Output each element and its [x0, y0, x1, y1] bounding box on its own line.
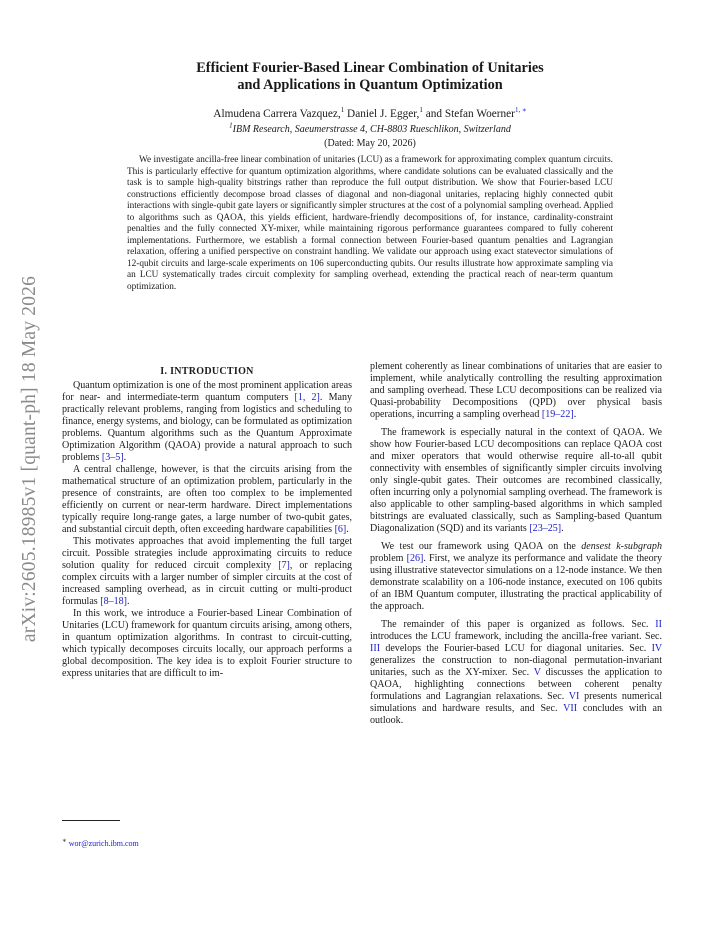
- text: plement coherently as linear combinations of unitaries that are easier to implement, while analytically controlling the resulting approximation and sampling overhead. These LCU decompositions can be realized via Quasi-probability Decompositions (QPD) over physical basis operations, incurring a sampling overhead: [370, 361, 662, 420]
- citation-link[interactable]: [8–18]: [100, 596, 128, 607]
- text: The framework is especially natural in the context of QAOA. We show how Fourier-based LCU decompositions can replace QAOA cost and mixer operators that would otherwise require all-to-all qubit connectivity with ensembles of significantly simpler circuits involving only single-qubit gates. Their outcomes are recombined classically, often incurring only a polynomial sampling overhead. The framework is also applicable to other sampling-based algorithms in which sampled bitstrings are evaluated classically, such as Sampling-based Quantum Diagonalization (SQD) and its variants: [370, 427, 662, 534]
- citation-link[interactable]: [26]: [406, 553, 424, 564]
- paragraph: [370, 541, 662, 613]
- affiliation-text: IBM Research, Saeumerstrasse 4, CH-8803 Rueschlikon, Switzerland: [232, 124, 511, 135]
- citation-link[interactable]: [7]: [278, 560, 290, 571]
- left-column: [62, 380, 352, 680]
- section-ref-link[interactable]: II: [655, 619, 662, 630]
- text: The remainder of this paper is organized as follows. Sec.: [381, 619, 656, 630]
- text: .: [127, 596, 130, 607]
- footnote: [62, 836, 352, 849]
- text: .: [346, 524, 349, 535]
- citation-link[interactable]: [6]: [334, 524, 347, 535]
- footnote-rule: [62, 820, 120, 821]
- paragraph: [370, 619, 662, 727]
- citation-link[interactable]: [3–5]: [101, 452, 124, 463]
- paragraph: In this work, we introduce a Fourier-based Linear Combination of Unitaries (LCU) framework for quantum circuits arising, among others, in quantum optimization algorithms. In contrast to circuit-cutting, which typically decomposes circuits locally, our approach performs a global decomposition. The key idea is to exploit Fourier structure to express unitaries that are difficult to im-: [62, 608, 352, 679]
- arxiv-identifier: arXiv:2605.18985v1 [quant-ph] 18 May 2026: [19, 275, 40, 643]
- abstract-text: We investigate ancilla-free linear combination of unitaries (LCU) as a framework for approximating complex quantum circuits. This is particularly effective for quantum optimization algorithms, where candidate solutions can be evaluated classically and the task is to sample high-quality bitstrings rather than reproduce the full output distribution. We show that Fourier-based LCU constructions efficiently decompose broad classes of diagonal and non-diagonal unitaries, replacing highly connected qubit interactions with single-qubit gate layers or significantly simpler structures at the cost of a polynomial sampling overhead. Applied to algorithms such as QAOA, this yields efficient, hardware-friendly decompositions of, for instance, cardinality-constraint penalties and the fully connected XY-mixer, while maintaining rigorous performance guarantees compared to fully coherent implementations. Furthermore, we establish a formal connection between Fourier-based quantum penalties and Lagrangian relaxation, offering a unified perspective on constraint handling. We validate our approach using exact statevector simulations of 12-qubit circuits and large-scale experiments on 106 superconducting qubits. Our results illustrate how approximate sampling via an LCU systematically trades circuit complexity for sampling overhead, extending the practical reach of near-term quantum optimization.: [127, 155, 613, 293]
- section-ref-link[interactable]: V: [533, 667, 541, 678]
- corresponding-author-marker[interactable]: 1, ∗: [514, 106, 527, 115]
- author-name: Almudena Carrera Vazquez,: [213, 108, 341, 120]
- section-ref-link[interactable]: VI: [568, 691, 580, 702]
- text: A central challenge, however, is that the circuits arising from the mathematical structure of an optimization problem, particularly in the presence of constraints, are often too complex to be implemented efficiently on current or near-term hardware. Direct implementations typically require long-range gates, a large number of two-qubit gates, and substantial circuit depth, often exceeding hardware capabilities: [62, 464, 352, 535]
- text: .: [561, 523, 564, 534]
- paragraph: [62, 464, 352, 536]
- text: We test our framework using QAOA on the: [381, 541, 582, 552]
- text: problem: [370, 553, 407, 564]
- section-ref-link[interactable]: VII: [563, 703, 578, 714]
- title-line-1: Efficient Fourier-Based Linear Combination of Unitaries: [196, 60, 544, 76]
- author-name: and Stefan Woerner: [422, 108, 515, 120]
- abstract: [127, 155, 613, 294]
- author-list: [100, 107, 640, 121]
- text: This motivates approaches that avoid implementing the full target circuit. Possible strategies include approximating circuits to reduce solution quality for reduced circuit complexity: [62, 536, 352, 571]
- citation-link[interactable]: [23–25]: [529, 523, 562, 534]
- paper-title: [100, 60, 640, 94]
- right-column: [370, 361, 662, 727]
- text: concludes with an outlook.: [370, 703, 662, 726]
- text: Quantum optimization is one of the most prominent application areas for near- and intermediate-term quantum computers: [62, 380, 352, 403]
- paragraph: [370, 361, 662, 421]
- affiliation-marker: 1: [340, 106, 345, 115]
- date-line: (Dated: May 20, 2026): [324, 138, 416, 149]
- title-line-2: and Applications in Quantum Optimization: [237, 77, 503, 93]
- section-heading: I. INTRODUCTION: [160, 366, 254, 377]
- paragraph: [62, 536, 352, 608]
- text: .: [573, 409, 577, 420]
- text: . Many practically relevant problems, ranging from logistics and scheduling to finance, energy systems, and biology, can be formulated as optimization problems. Quantum algorithms such as the Quantum Approximate Optimization Algorithm (QAOA) provide a natural approach to such problems: [62, 392, 353, 463]
- email-link[interactable]: wor@zurich.ibm.com: [68, 839, 139, 848]
- citation-link[interactable]: [19–22]: [541, 409, 574, 420]
- text: develops the Fourier-based LCU for diagonal unitaries. Sec.: [380, 643, 652, 654]
- text: . First, we analyze its performance and validate the theory using illustrative statevector simulations on a 12-node instance. We then demonstrate scalability on a 106-node instance, executed on 106 qubits of an IBM Quantum computer, illustrating the practical applicability of the approach.: [370, 553, 662, 612]
- footnote-marker: ∗: [62, 836, 67, 845]
- text: , or replacing complex circuits with a larger number of simpler circuits at the cost of increased sampling overhead, as in circuit cutting or multi-product formulas: [62, 560, 353, 607]
- affiliation-marker: 1: [419, 106, 423, 115]
- text: generalizes the construction to non-diagonal permutation-invariant unitaries, such as the XY-mixer. Sec.: [370, 655, 662, 678]
- arxiv-sidebar: [10, 243, 50, 675]
- affiliation: [100, 123, 640, 136]
- text: presents numerical simulations and hardware results, and Sec.: [370, 691, 662, 714]
- section-ref-link[interactable]: IV: [651, 643, 662, 654]
- citation-link[interactable]: [1, 2]: [294, 392, 320, 403]
- text: .: [123, 452, 127, 463]
- author-name: Daniel J. Egger,: [344, 108, 420, 120]
- text: discusses the application to QAOA, highlighting connections between coherent penalty formulations and Lagrangian relaxations. Sec.: [370, 667, 662, 702]
- affiliation-marker: 1: [229, 121, 233, 130]
- paragraph: [370, 427, 662, 535]
- text: introduces the LCU framework, including the ancilla-free variant. Sec.: [370, 631, 662, 642]
- paragraph: [62, 380, 352, 464]
- problem-name: densest k-subgraph: [581, 541, 662, 552]
- section-ref-link[interactable]: III: [370, 643, 381, 654]
